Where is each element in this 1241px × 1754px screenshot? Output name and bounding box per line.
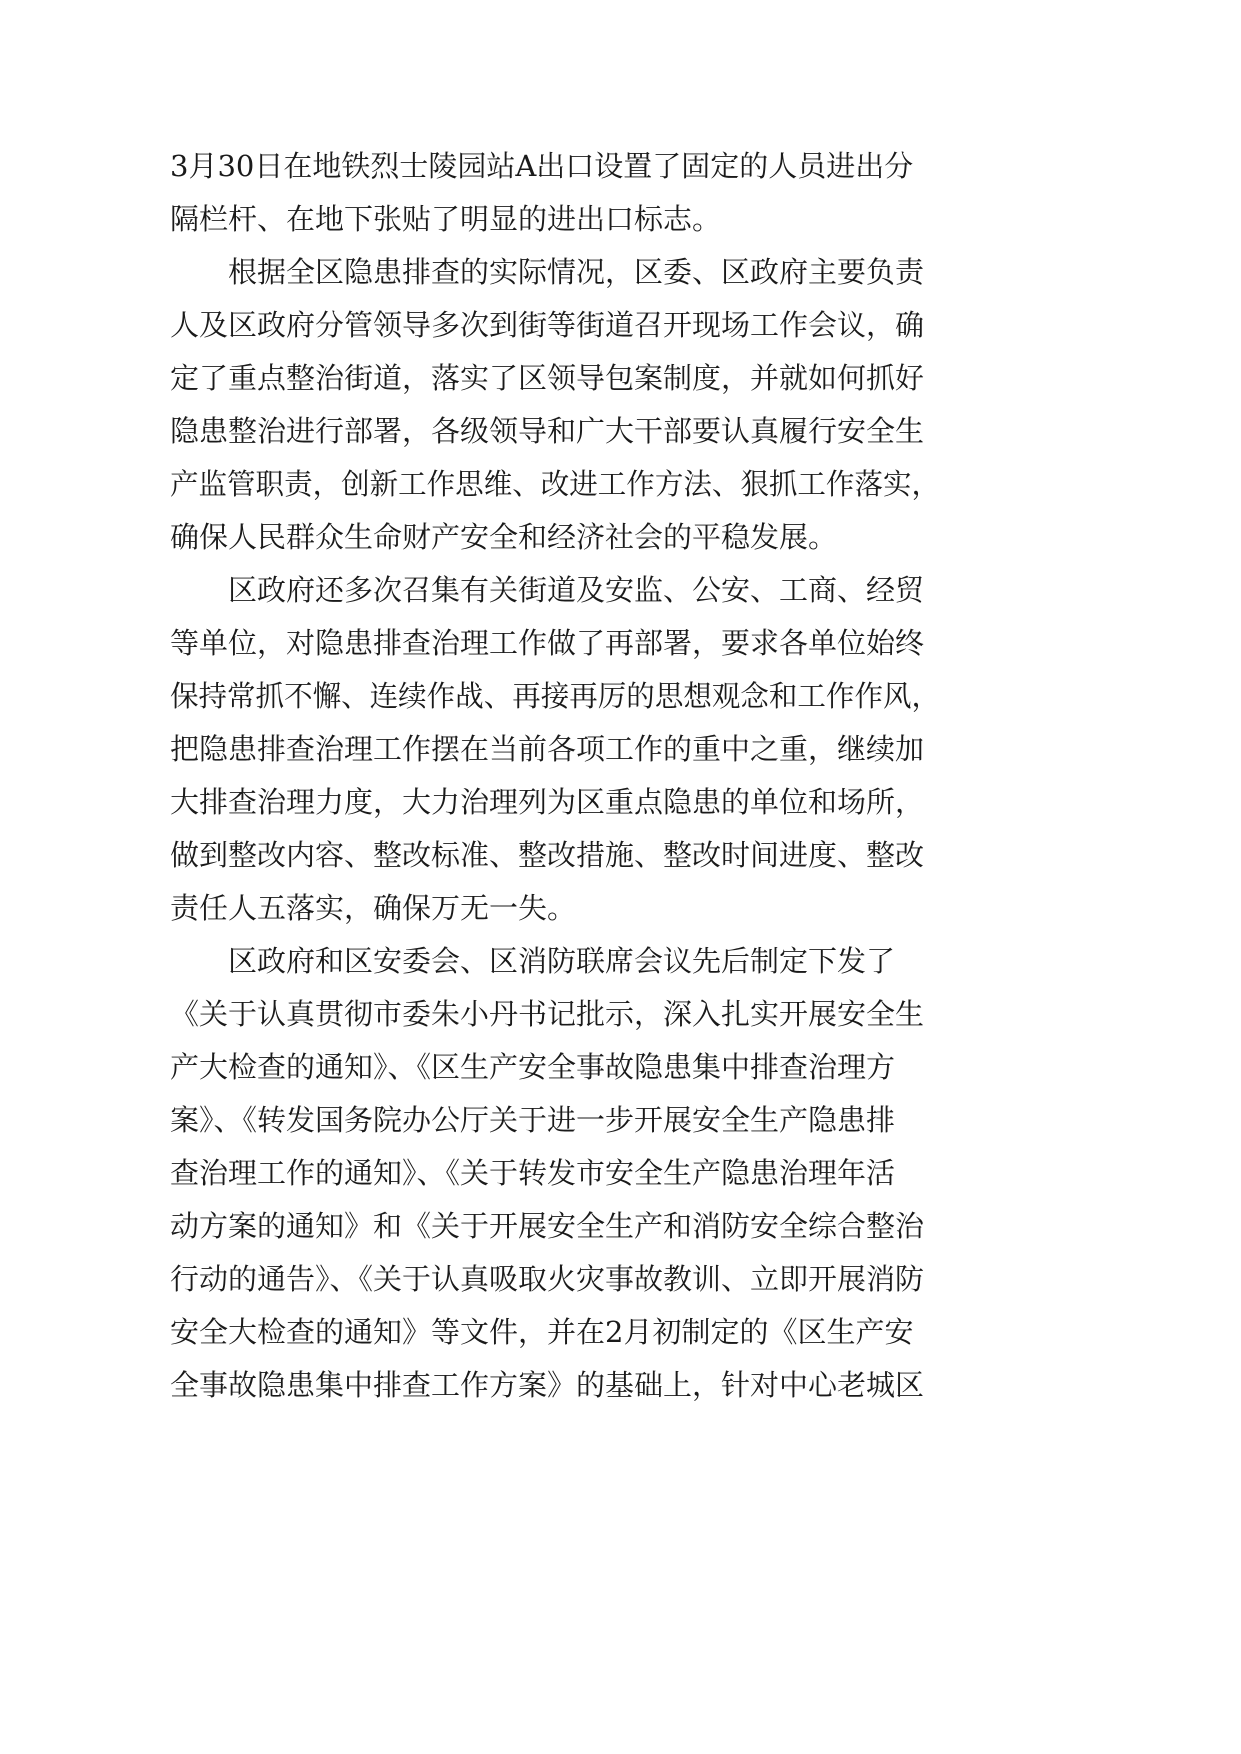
text-line	[0, 989, 1241, 1039]
line-text: 定了重点整治街道，落实了区领导包案制度，并就如何抓好	[170, 361, 925, 395]
line-text: 人及区政府分管领导多次到街等街道召开现场工作会议，确	[170, 308, 925, 342]
text-line	[0, 1095, 1241, 1145]
line-text: 等单位，对隐患排查治理工作做了再部署，要求各单位始终	[170, 626, 925, 660]
text-line	[0, 353, 1241, 403]
text-line	[0, 777, 1241, 827]
line-text: 产监管职责，创新工作思维、改进工作方法、狠抓工作落实，	[170, 467, 941, 501]
line-text: 产大检查的通知》、《区生产安全事故隐患集中排查治理方	[170, 1050, 896, 1084]
line-text: 责任人五落实，确保万无一失。	[170, 891, 577, 925]
text-line	[0, 300, 1241, 350]
text-line	[0, 459, 1241, 509]
text-line	[0, 1254, 1241, 1304]
line-text: 区政府还多次召集有关街道及安监、公安、工商、经贸	[228, 573, 925, 607]
line-text: 隐患整治进行部署，各级领导和广大干部要认真履行安全生	[170, 414, 925, 448]
text-line	[0, 830, 1241, 880]
text-line	[0, 406, 1241, 456]
line-text: 案》、《转发国务院办公厅关于进一步开展安全生产隐患排	[170, 1103, 896, 1137]
text-line	[0, 936, 1241, 986]
line-text: 保持常抓不懈、连续作战、再接再厉的思想观念和工作作风，	[170, 679, 941, 713]
text-line	[0, 512, 1241, 562]
line-text: 《关于认真贯彻市委朱小丹书记批示，深入扎实开展安全生	[170, 997, 925, 1031]
text-line	[0, 618, 1241, 668]
text-line	[0, 1307, 1241, 1357]
text-line	[0, 565, 1241, 615]
line-text: 3月30日在地铁烈士陵园站A出口设置了固定的人员进出分	[170, 149, 914, 183]
text-line	[0, 1148, 1241, 1198]
text-line	[0, 724, 1241, 774]
line-text: 确保人民群众生命财产安全和经济社会的平稳发展。	[170, 520, 838, 554]
text-line	[0, 1042, 1241, 1092]
line-text: 全事故隐患集中排查工作方案》的基础上，针对中心老城区	[170, 1368, 925, 1402]
text-line	[0, 1201, 1241, 1251]
line-text: 动方案的通知》和《关于开展安全生产和消防安全综合整治	[170, 1209, 925, 1243]
text-line	[0, 671, 1241, 721]
text-line	[0, 883, 1241, 933]
text-line	[0, 1360, 1241, 1410]
line-text: 行动的通告》、《关于认真吸取火灾事故教训、立即开展消防	[170, 1262, 925, 1296]
line-text: 把隐患排查治理工作摆在当前各项工作的重中之重，继续加	[170, 732, 925, 766]
line-text: 做到整改内容、整改标准、整改措施、整改时间进度、整改	[170, 838, 925, 872]
line-text: 区政府和区安委会、区消防联席会议先后制定下发了	[228, 944, 896, 978]
line-text: 根据全区隐患排查的实际情况，区委、区政府主要负责	[228, 255, 925, 289]
line-text: 大排查治理力度，大力治理列为区重点隐患的单位和场所，	[170, 785, 925, 819]
text-line	[0, 194, 1241, 244]
line-text: 查治理工作的通知》、《关于转发市安全生产隐患治理年活	[170, 1156, 896, 1190]
line-text: 安全大检查的通知》等文件，并在2月初制定的《区生产安	[170, 1315, 914, 1349]
text-line	[0, 141, 1241, 191]
line-text: 隔栏杆、在地下张贴了明显的进出口标志。	[170, 202, 722, 236]
text-line	[0, 247, 1241, 297]
